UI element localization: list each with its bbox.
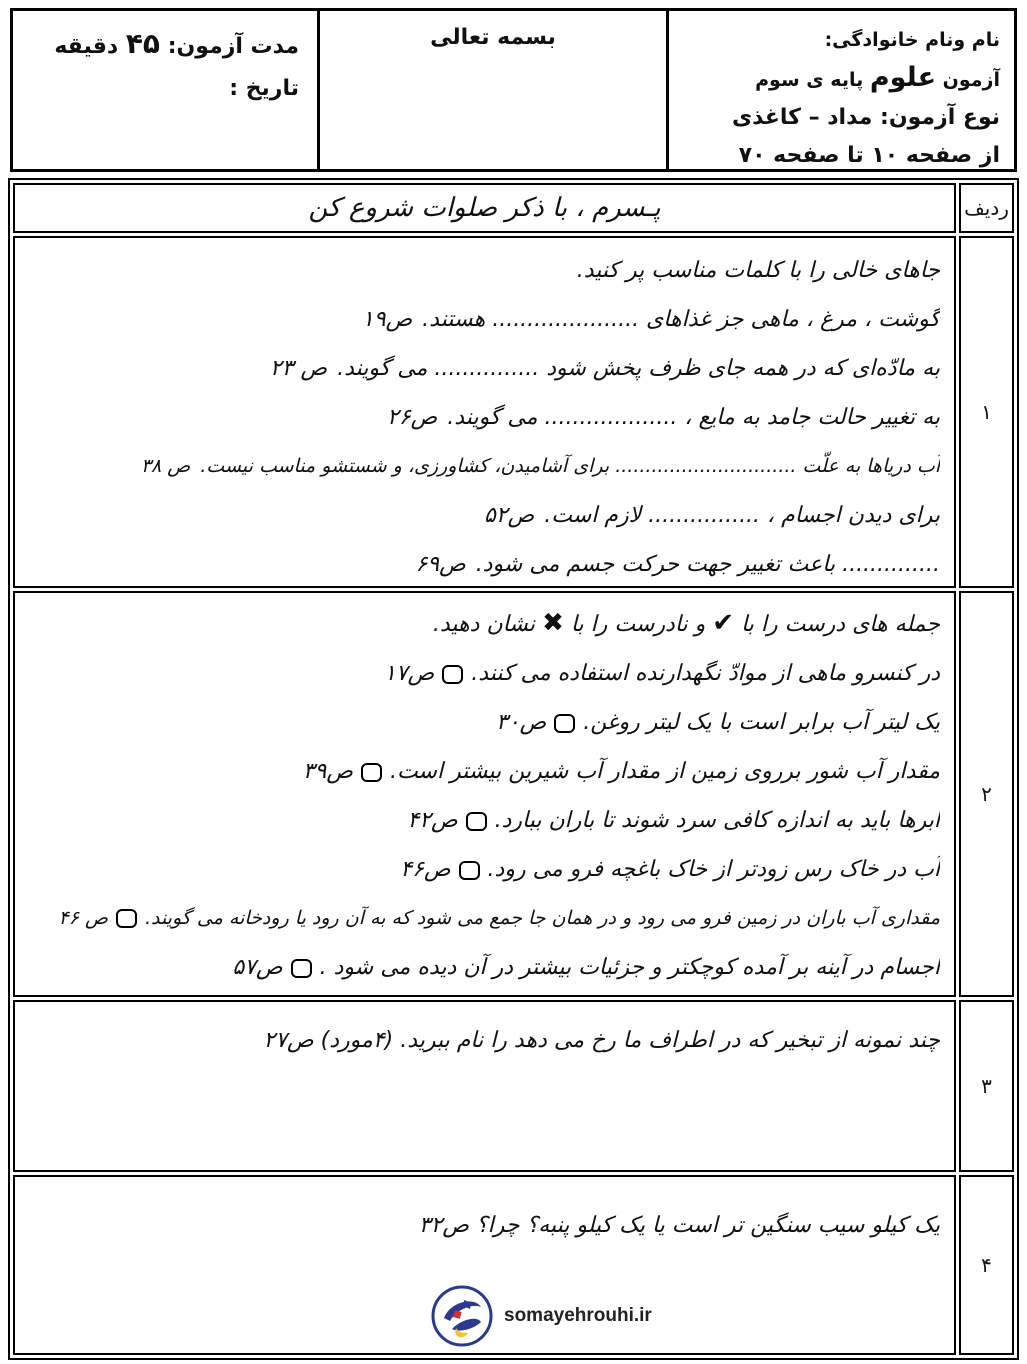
- page-ref: ص۱۷: [384, 661, 435, 686]
- true-false-item: [23, 698, 940, 747]
- crossmark-icon: ✖: [542, 608, 564, 638]
- true-false-item: [23, 845, 940, 894]
- question-2-number: ۲: [959, 591, 1014, 997]
- checkmark-icon: ✔: [712, 608, 735, 638]
- exam-title-prefix: آزمون: [942, 69, 1000, 91]
- exam-pages-line: از صفحه ۱۰ تا صفحه ۷۰: [738, 143, 1000, 168]
- duration-value: ۴۵: [125, 27, 161, 60]
- page-ref: ص۳۰: [496, 710, 547, 735]
- answer-checkbox[interactable]: [442, 665, 463, 684]
- fill-blank-item: [23, 295, 940, 344]
- page-ref: ص ۴۶: [58, 907, 108, 929]
- item-text: آب دریاها به علّت .............................. برای آشامیدن، کشاورزی، و شستشو مناسب نیست.: [200, 455, 940, 477]
- answer-checkbox[interactable]: [116, 909, 137, 928]
- answer-checkbox[interactable]: [291, 959, 312, 978]
- duration-label: مدت آزمون:: [167, 34, 299, 59]
- fill-blank-item: [23, 540, 940, 588]
- question-4-text: یک کیلو سیب سنگین تر است یا یک کیلو پنبه؟ چرا؟ ص۳۲: [418, 1213, 940, 1238]
- fill-blank-item: [23, 491, 940, 540]
- page-ref: ص۵۲: [483, 503, 535, 528]
- exam-header-table: [10, 8, 1017, 172]
- fill-blank-item: [23, 393, 940, 442]
- page-ref: ص۱۹: [361, 307, 413, 332]
- page-ref: ص۳۹: [302, 759, 353, 784]
- page-ref: ص۶۹: [415, 552, 466, 577]
- intro-text: و نادرست را با: [563, 612, 713, 637]
- exam-info-cell: [669, 11, 1014, 169]
- item-text: مقدار آب شور برروی زمین از مقدار آب شیرین بیشتر است.: [389, 759, 940, 784]
- date-label: تاریخ :: [229, 76, 299, 101]
- question-1-number: ۱: [959, 236, 1014, 588]
- true-false-item: [23, 796, 940, 845]
- question-2-intro: [23, 599, 940, 649]
- basmala-cell: [317, 11, 669, 169]
- exam-title-line: [683, 59, 1000, 99]
- item-text: اجسام در آینه بر آمده کوچکتر و جزئیات بیشتر در آن دیده می شود .: [319, 955, 940, 980]
- page-ref: ص ۳۸: [140, 455, 191, 477]
- true-false-item: [23, 649, 940, 698]
- answer-checkbox[interactable]: [466, 812, 487, 831]
- question-1-intro: جاهای خالی را با کلمات مناسب پر کنید.: [576, 258, 940, 283]
- item-text: گوشت ، مرغ ، ماهی جز غذاهای ..................... هستند.: [422, 307, 940, 332]
- student-name-label: نام ونام خانوادگی:: [824, 29, 1000, 51]
- fill-blank-item: [23, 442, 940, 491]
- fill-blank-item: [23, 344, 940, 393]
- question-3-cell: [13, 1000, 956, 1172]
- site-logo: [430, 1284, 494, 1348]
- question-row-2: [13, 591, 1014, 997]
- intro-text: نشان دهید.: [432, 612, 543, 637]
- item-text: ابرها باید به اندازه کافی سرد شوند تا باران ببارد.: [494, 808, 940, 833]
- question-1-cell: [13, 236, 956, 588]
- question-3-text: چند نمونه از تبخیر که در اطراف ما رخ می دهد را نام ببرید. (۴مورد) ص۲۷: [263, 1028, 940, 1053]
- question-3-number: ۳: [959, 1000, 1014, 1172]
- footer: [430, 1284, 652, 1348]
- answer-checkbox[interactable]: [361, 763, 382, 782]
- page-ref: ص۵۷: [232, 955, 283, 980]
- item-text: به تغییر حالت جامد به مایع ، ................... می گویند.: [447, 405, 940, 430]
- question-row-3: [13, 1000, 1014, 1172]
- item-text: برای دیدن اجسام ، ................ لازم است.: [544, 503, 940, 528]
- exam-title-suffix: پایه ی سوم: [755, 69, 864, 91]
- timing-cell: [13, 11, 317, 169]
- item-text: .............. باعث تغییر جهت حرکت جسم می شود.: [475, 552, 940, 577]
- exam-type-line: نوع آزمون: مداد – کاغذی: [731, 105, 1000, 130]
- true-false-item: [23, 943, 940, 992]
- page-ref: ص۴۶: [400, 857, 451, 882]
- true-false-item: [23, 894, 940, 943]
- page-ref: ص۲۶: [387, 405, 438, 430]
- intro-text: جمله های درست را با: [734, 612, 940, 637]
- item-text: آب در خاک رس زودتر از خاک باغچه فرو می رود.: [487, 857, 940, 882]
- item-text: در کنسرو ماهی از موادّ نگهدارنده استفاده می کنند.: [471, 661, 940, 686]
- question-table: [8, 178, 1019, 1360]
- question-row-1: [13, 236, 1014, 588]
- page-ref: ص ۲۳: [269, 356, 328, 381]
- duration-line: [13, 23, 299, 68]
- duration-unit: دقیقه: [54, 34, 119, 59]
- table-header-row: [13, 183, 1014, 233]
- question-2-cell: [13, 591, 956, 997]
- item-text: مقداری آب باران در زمین فرو می رود و در همان جا جمع می شود که به آن رود یا رودخانه می گویند.: [144, 907, 940, 929]
- motto-text: پـسرم ، با ذکر صلوات شروع کن: [308, 193, 661, 223]
- item-text: یک لیتر آب برابر است با یک لیتر روغن.: [583, 710, 940, 735]
- basmala-text: بسمه تعالی: [430, 25, 556, 50]
- exam-subject: علوم: [869, 62, 937, 93]
- motto-cell: [13, 183, 956, 233]
- question-4-number: ۴: [959, 1175, 1014, 1355]
- true-false-item: [23, 747, 940, 796]
- item-text: به مادّه‌ای که در همه جای ظرف پخش شود ............... می گویند.: [337, 356, 940, 381]
- answer-checkbox[interactable]: [554, 714, 575, 733]
- page-ref: ص۴۲: [407, 808, 458, 833]
- radif-header-cell: [959, 183, 1014, 233]
- radif-header-label: ردیف: [964, 196, 1009, 220]
- answer-checkbox[interactable]: [459, 861, 480, 880]
- site-url: somayehrouhi.ir: [504, 1305, 652, 1326]
